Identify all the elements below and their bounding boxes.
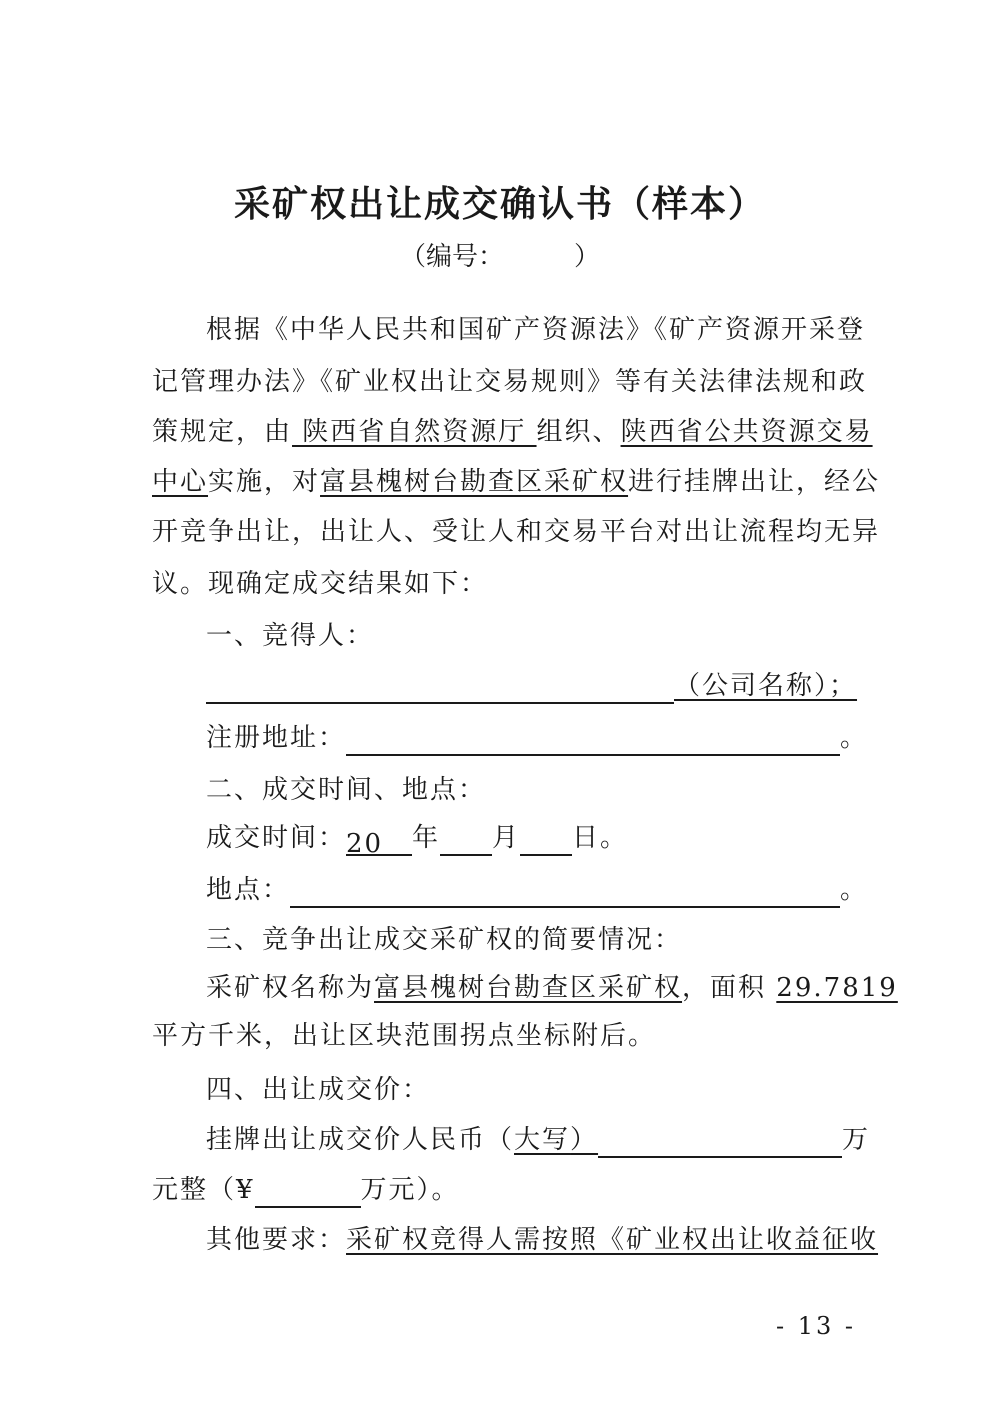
other-label: 其他要求： (206, 1225, 347, 1255)
para1-line6: 议。现确定成交结果如下： (152, 569, 489, 599)
address-label: 注册地址： (206, 723, 347, 753)
place-label: 地点： (206, 875, 291, 905)
date-label: 成交时间： (206, 823, 347, 853)
price-number-blank (255, 1178, 361, 1208)
price-unit: 万 (842, 1125, 871, 1155)
month-label: 月 (492, 823, 521, 853)
company-name-label: （公司名称）； (674, 671, 858, 701)
number-blank (504, 245, 574, 273)
company-name-blank (206, 674, 674, 704)
price-text: 挂牌出让成交价人民币（ (206, 1125, 515, 1155)
s3-text: ，面积 (682, 973, 777, 1003)
section-4-heading: 四、出让成交价： (206, 1075, 431, 1105)
year-blank: 20 (346, 826, 412, 856)
price-caps-blank (598, 1128, 842, 1158)
para1-line4 (152, 464, 880, 500)
area-value: 29.7819 (776, 973, 898, 1003)
number-label: （编号： (399, 242, 504, 272)
price-line (206, 1122, 870, 1158)
day-blank (520, 826, 572, 856)
document-title: 采矿权出让成交确认书（样本） (233, 184, 766, 225)
price-caps: 大写 (514, 1125, 571, 1155)
document-number (0, 236, 1000, 273)
place-period: 。 (840, 875, 869, 905)
exchange-center-name: 中心 (152, 467, 209, 497)
exchange-center-name: 陕西省公共资源交易 (620, 417, 873, 447)
price-text: 元整（¥ (152, 1175, 255, 1205)
page-number: - 13 - (776, 1312, 857, 1340)
mining-right-name: 富县槐树台勘查区采矿权 (320, 467, 629, 497)
para1-text: 策规定，由 (152, 417, 293, 447)
para1-line5: 开竞争出让，出让人、受让人和交易平台对出让流程均无异 (152, 517, 881, 547)
month-blank (440, 826, 492, 856)
section-3-line1 (206, 970, 898, 1006)
price-text-close: ） (570, 1125, 599, 1155)
para1-text: 实施，对 (208, 467, 321, 497)
address-blank (346, 726, 840, 756)
number-close: ） (574, 242, 601, 272)
section-3-heading: 三、竞争出让成交采矿权的简要情况： (206, 925, 683, 955)
other-text: 采矿权竞得人需按照《矿业权出让收益征收 (346, 1225, 879, 1255)
address-period: 。 (840, 723, 869, 753)
year-label: 年 (412, 823, 441, 853)
price-text: 万元）。 (360, 1175, 460, 1205)
para1-line2: 记管理办法》《矿业权出让交易规则》等有关法律法规和政 (152, 367, 868, 397)
place-blank (290, 878, 840, 908)
para1-line1: 根据《中华人民共和国矿产资源法》《矿产资源开采登 (206, 315, 866, 345)
other-requirements-line (206, 1222, 878, 1258)
section-1-heading: 一、竞得人： (206, 621, 375, 651)
s3-text: 采矿权名称为 (206, 973, 375, 1003)
section-3-line2: 平方千米，出让区块范围拐点坐标附后。 (152, 1021, 657, 1051)
mining-right-name: 富县槐树台勘查区采矿权 (374, 973, 683, 1003)
place-line (206, 872, 868, 908)
section-2-heading: 二、成交时间、地点： (206, 775, 487, 805)
company-name-line (206, 668, 857, 704)
date-line (206, 820, 629, 859)
para1-text: 进行挂牌出让，经公 (628, 467, 881, 497)
organizer-name: 陕西省自然资源厅 (292, 417, 537, 447)
para1-line3 (152, 414, 873, 450)
day-label: 日。 (572, 823, 629, 853)
price-line-2 (152, 1172, 460, 1208)
address-line (206, 720, 868, 756)
para1-text: 组织、 (536, 417, 621, 447)
